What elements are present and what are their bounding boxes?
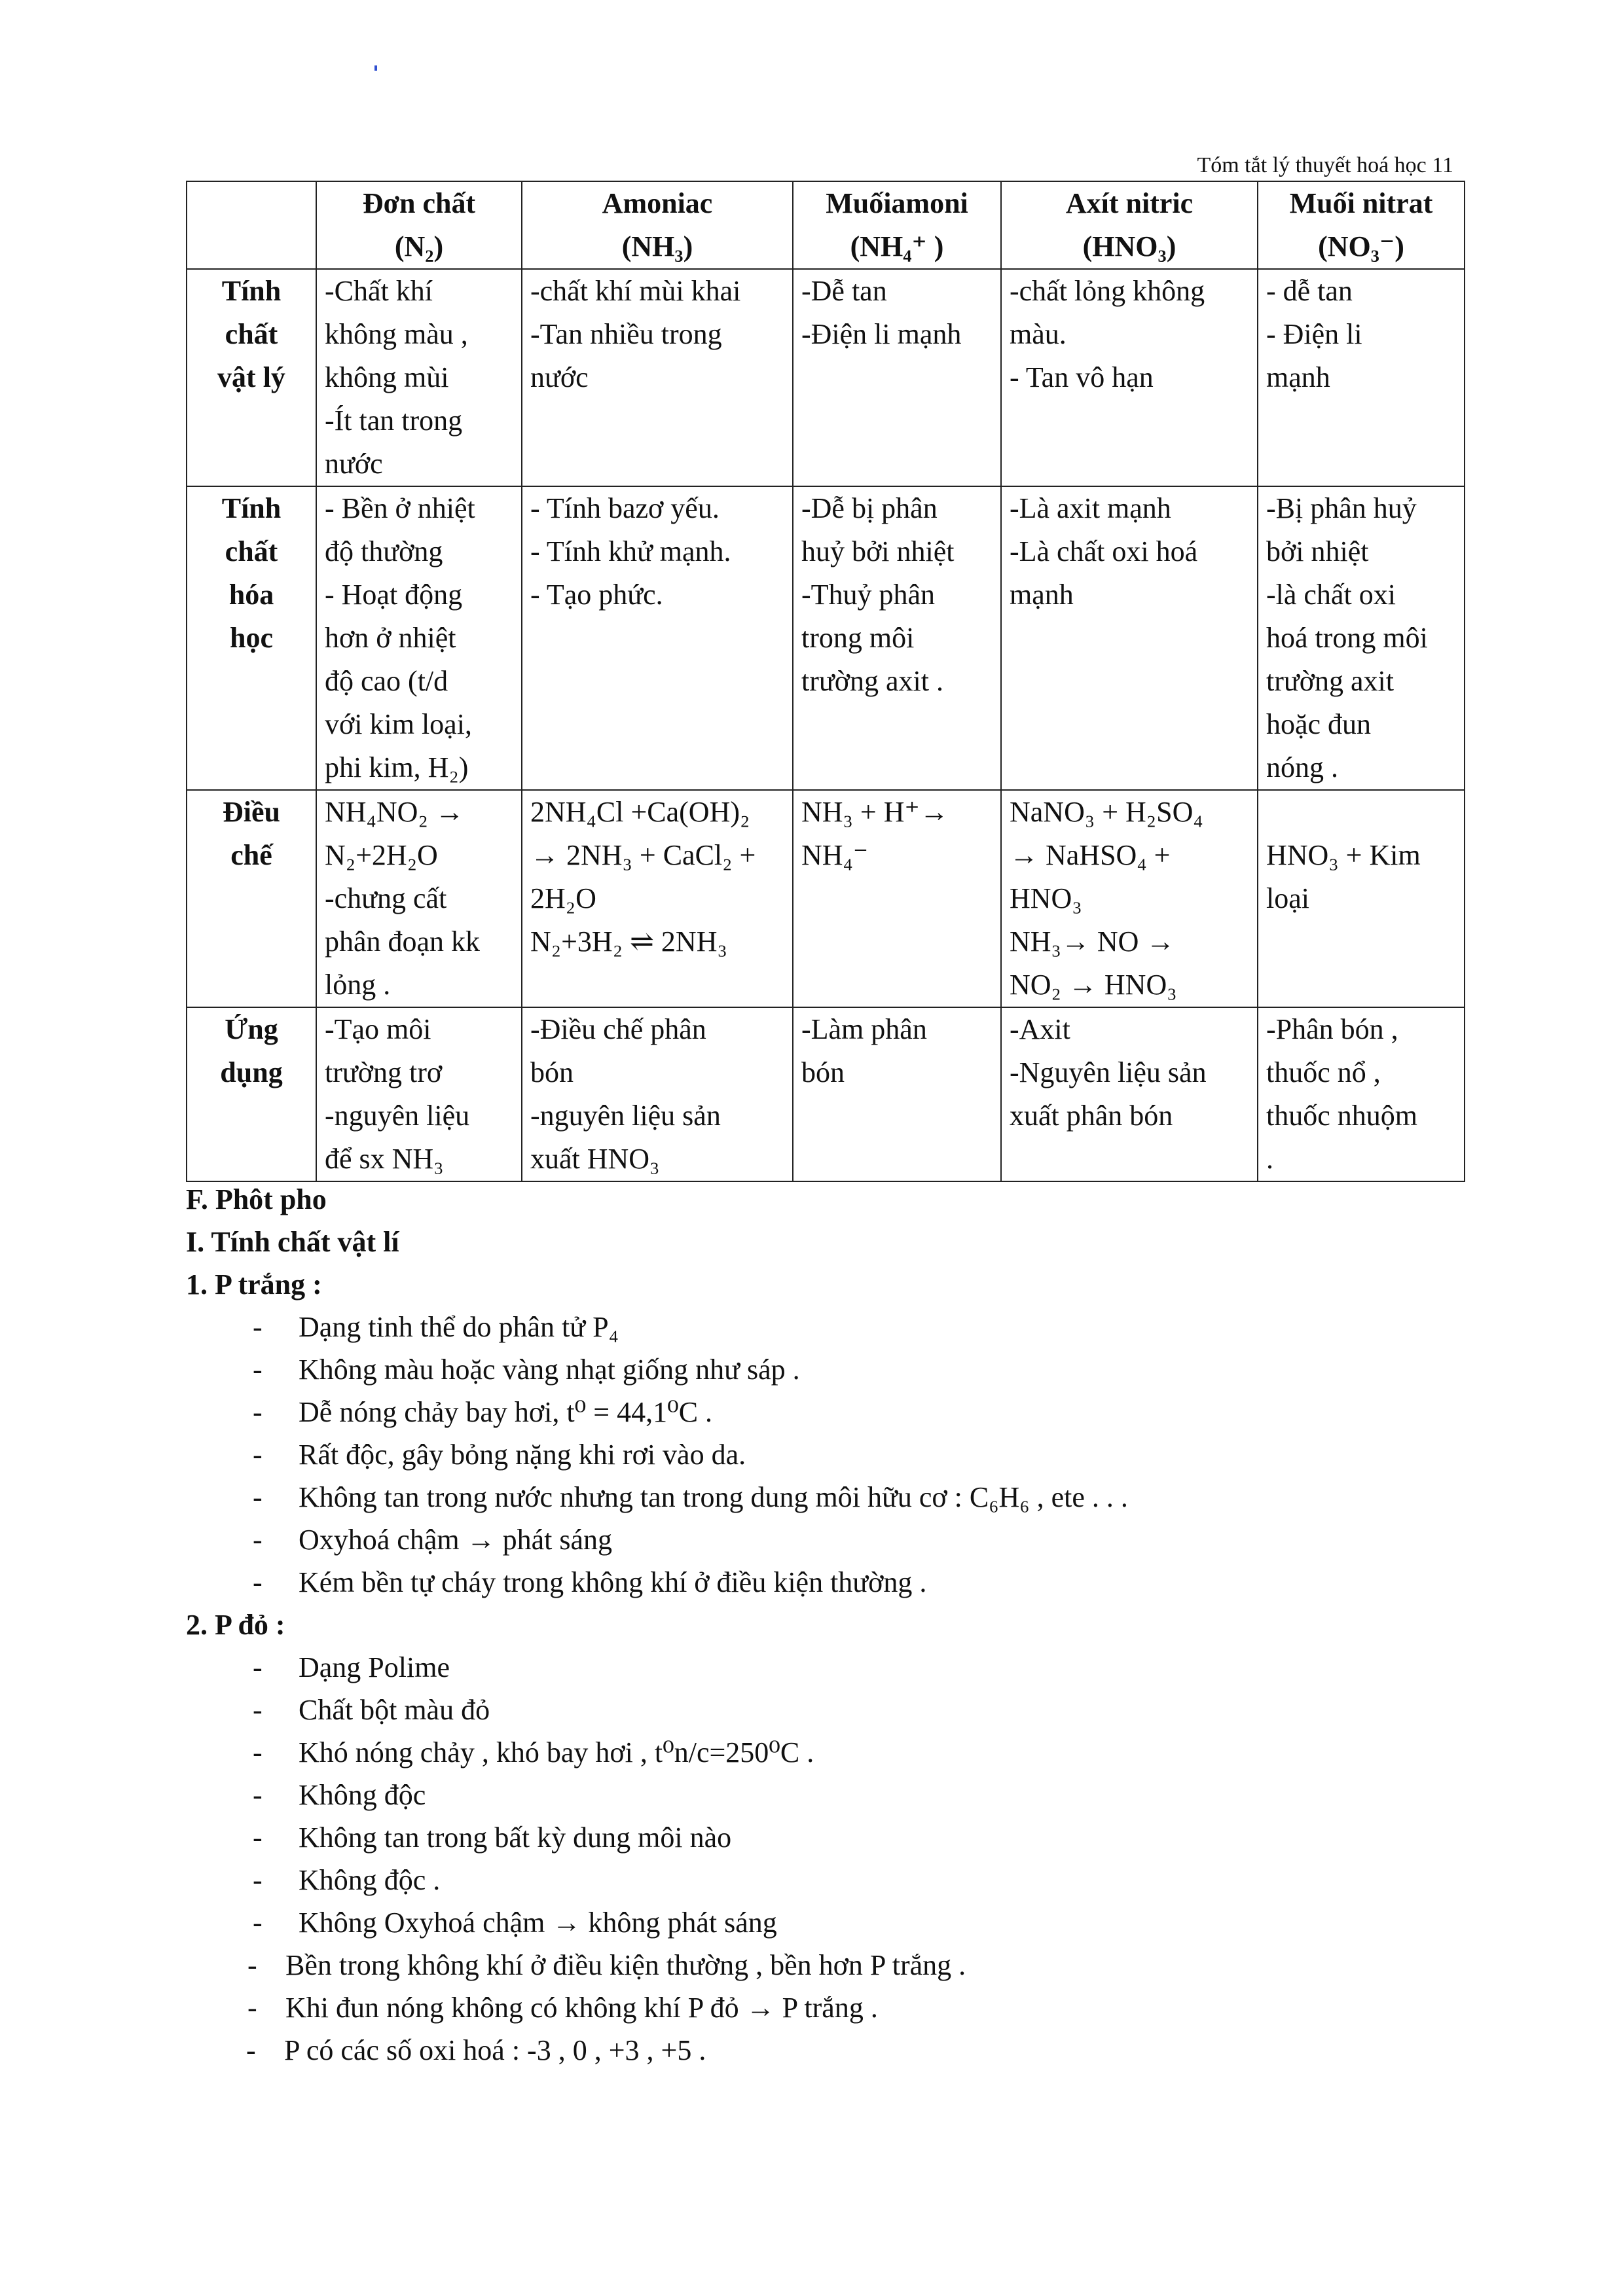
column-header: Muối nitrat (NO₃⁻) (1258, 181, 1465, 269)
table-cell: -Phân bón , thuốc nổ , thuốc nhuộm . (1258, 1007, 1465, 1181)
column-header: Axít nitric (HNO₃) (1001, 181, 1258, 269)
table-header-row (187, 181, 1465, 269)
table-cell: -Làm phân bón (793, 1007, 1001, 1181)
section-title: F. Phôt pho (186, 1183, 327, 1215)
row-header: Tính chất vật lý (187, 269, 316, 486)
table-cell: - dễ tan - Điện li mạnh (1258, 269, 1465, 486)
red-phosphorus-title: 2. P đỏ : (186, 1609, 285, 1641)
list-item: - Dễ nóng chảy bay hơi, t⁰ = 44,1⁰C . (253, 1396, 713, 1428)
table-cell: HNO₃ + Kim loại (1258, 790, 1465, 1007)
list-item: - P có các số oxi hoá : -3 , 0 , +3 , +5 . (246, 2034, 706, 2066)
table-row (187, 269, 1465, 486)
table-cell: -Chất khí không màu , không mùi -Ít tan trong nước (316, 269, 522, 486)
phosphorus-section (186, 1178, 1464, 2072)
table-cell: -Dễ tan -Điện li mạnh (793, 269, 1001, 486)
table-cell: 2NH₄Cl +Ca(OH)₂ → 2NH₃ + CaCl₂ + 2H₂O N₂+3H₂ ⇌ 2NH₃ (522, 790, 793, 1007)
table-cell: - Tính bazơ yếu. - Tính khử mạnh. - Tạo phức. (522, 486, 793, 790)
table-cell: NaNO₃ + H₂SO₄ → NaHSO₄ + HNO₃ NH₃→ NO → NO₂ → HNO₃ (1001, 790, 1258, 1007)
row-header: Ứng dụng (187, 1007, 316, 1181)
table-cell: - Bền ở nhiệt độ thường - Hoạt động hơn ở nhiệt độ cao (t/d với kim loại, phi kim, H₂) (316, 486, 522, 790)
list-item: - Khi đun nóng không có không khí P đỏ → P trắng . (247, 1992, 878, 2024)
table-cell: -Là axit mạnh -Là chất oxi hoá mạnh (1001, 486, 1258, 790)
list-item: - Khó nóng chảy , khó bay hơi , t⁰n/c=250⁰C . (253, 1736, 814, 1768)
nitrogen-compounds-table (186, 181, 1465, 1182)
section-subtitle: I. Tính chất vật lí (186, 1226, 399, 1258)
white-phosphorus-title: 1. P trắng : (186, 1268, 322, 1300)
list-item: - Rất độc, gây bỏng nặng khi rơi vào da. (253, 1439, 746, 1471)
row-header: Điều chế (187, 790, 316, 1007)
list-item: - Kém bền tự cháy trong không khí ở điều kiện thường . (253, 1566, 927, 1598)
column-header: Đơn chất (N₂) (316, 181, 522, 269)
column-header: Muốiamoni (NH₄⁺ ) (793, 181, 1001, 269)
column-header: Amoniac (NH₃) (522, 181, 793, 269)
scan-mark (374, 65, 377, 71)
list-item: - Dạng Polime (253, 1651, 450, 1683)
list-item: - Bền trong không khí ở điều kiện thường , bền hơn P trắng . (247, 1949, 966, 1981)
list-item: - Không tan trong bất kỳ dung môi nào (253, 1821, 732, 1854)
list-item: - Dạng tinh thể do phân tử P₄ (253, 1311, 619, 1343)
list-item: - Không màu hoặc vàng nhạt giống như sáp . (253, 1354, 800, 1386)
table-row (187, 486, 1465, 790)
list-item: - Chất bột màu đỏ (253, 1694, 490, 1726)
table-cell: -Dễ bị phân huỷ bởi nhiệt -Thuỷ phân trong môi trường axit . (793, 486, 1001, 790)
list-item: - Không Oxyhoá chậm → không phát sáng (253, 1907, 777, 1939)
table-cell: -Điều chế phân bón -nguyên liệu sản xuất HNO₃ (522, 1007, 793, 1181)
table-cell: -Bị phân huỷ bởi nhiệt -là chất oxi hoá trong môi trường axit hoặc đun nóng . (1258, 486, 1465, 790)
list-item: - Không độc (253, 1779, 426, 1811)
table-cell: -chất lỏng không màu. - Tan vô hạn (1001, 269, 1258, 486)
table-cell: -chất khí mùi khai -Tan nhiều trong nước (522, 269, 793, 486)
list-item: - Không tan trong nước nhưng tan trong dung môi hữu cơ : C₆H₆ , ete . . . (253, 1481, 1128, 1513)
table-cell: NH₄NO₂ → N₂+2H₂O -chưng cất phân đoạn kk lỏng . (316, 790, 522, 1007)
table-cell: -Axit -Nguyên liệu sản xuất phân bón (1001, 1007, 1258, 1181)
list-item: - Không độc . (253, 1864, 441, 1896)
corner-cell (187, 181, 316, 269)
table-cell: -Tạo môi trường trơ -nguyên liệu để sx NH₃ (316, 1007, 522, 1181)
table-row (187, 1007, 1465, 1181)
table-cell: NH₃ + H⁺→ NH₄⁻ (793, 790, 1001, 1007)
table-row (187, 790, 1465, 1007)
running-title: Tóm tắt lý thuyết hoá học 11 (1197, 153, 1453, 177)
list-item: - Oxyhoá chậm → phát sáng (253, 1524, 612, 1556)
row-header: Tính chất hóa học (187, 486, 316, 790)
